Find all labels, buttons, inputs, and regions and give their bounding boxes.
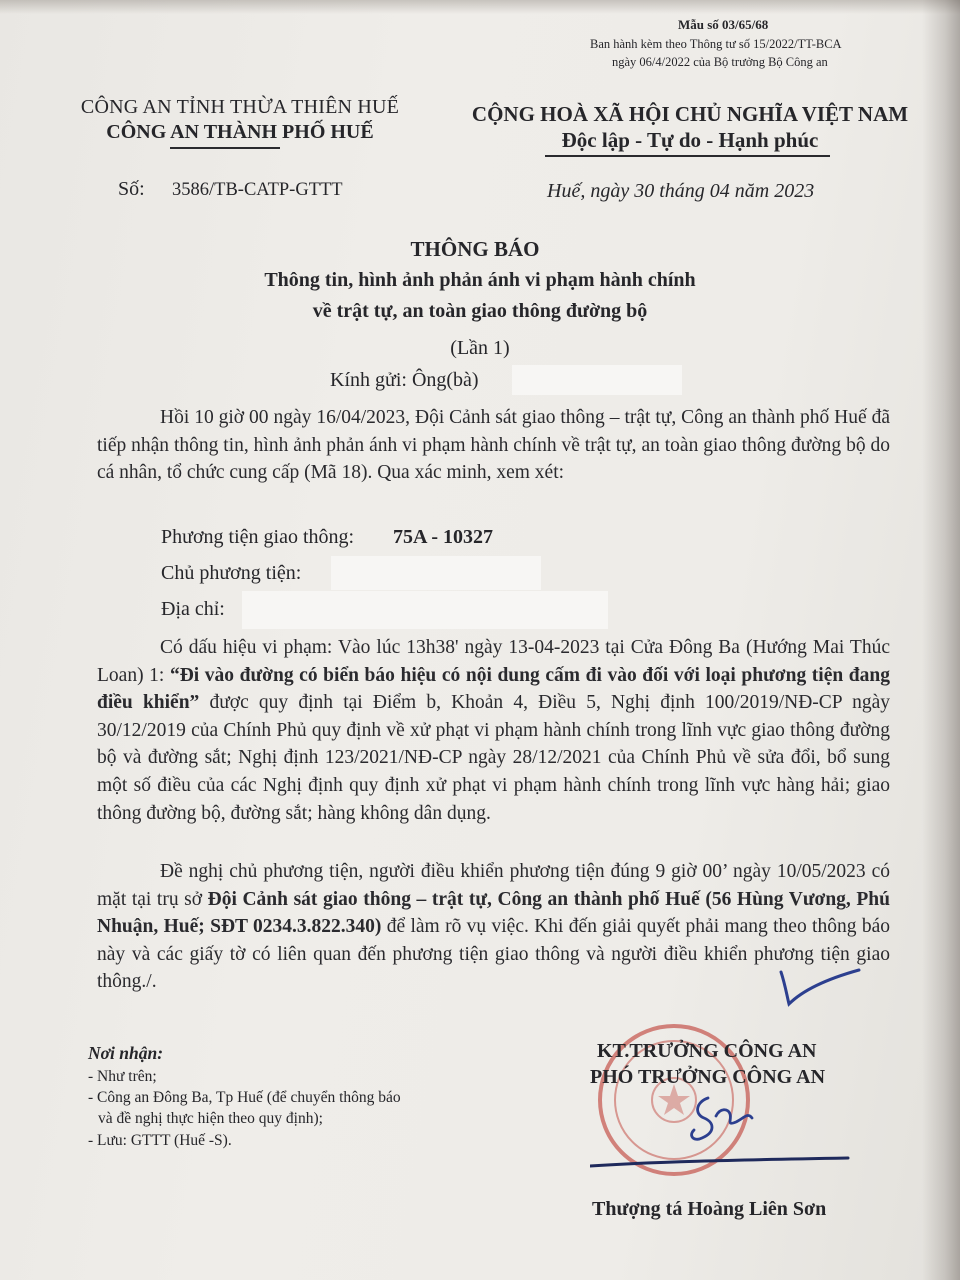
- nation-name: CỘNG HOÀ XÃ HỘI CHỦ NGHĨA VIỆT NAM: [471, 102, 909, 126]
- violation-paragraph: [97, 634, 890, 827]
- recipient-item-2: - Công an Đông Ba, Tp Huế (để chuyển thông báo: [88, 1089, 401, 1106]
- violation-text-pre: Có dấu hiệu vi phạm: Vào lúc 13h38' ngày 13-04-2023 tại Cửa Đông Ba (Hướng Mai Thúc Loan) 1:: [97, 637, 890, 686]
- request-paragraph: [97, 858, 890, 996]
- doc-number-label: Số:: [118, 178, 145, 200]
- request-text-pre: Đề nghị chủ phương tiện, người điều khiển phương tiện đúng 9 giờ 00’ ngày 10/05/2023 có mặt tại trụ sở: [97, 861, 890, 910]
- form-issued-line2: ngày 06/4/2022 của Bộ trưởng Bộ Công an: [612, 55, 828, 69]
- place-date: Huế, ngày 30 tháng 04 năm 2023: [547, 180, 815, 202]
- recipient-item-4: - Lưu: GTTT (Huế -S).: [88, 1132, 232, 1149]
- doc-number: 3586/TB-CATP-GTTT: [172, 180, 343, 200]
- form-issued-line1: Ban hành kèm theo Thông tư số 15/2022/TT-BCA: [590, 37, 842, 51]
- request-text-bold: Đội Cảnh sát giao thông – trật tự, Công an thành phố Huế (56 Hùng Vương, Phú Nhuận, Huế; SĐT 0234.3.822.340): [97, 888, 890, 938]
- address-label: Địa chỉ:: [161, 598, 225, 620]
- pen-checkmark: [775, 962, 865, 1022]
- violation-text-post: được quy định tại Điểm b, Khoản 4, Điều 5, Nghị định 100/2019/NĐ-CP ngày 30/12/2019 của Chính Phủ quy định về xử phạt vi phạm hành chính trong lĩnh vực giao thông đường bộ và đường sắt; Nghị định 123/2021/NĐ-CP ngày 28/12/2021 của Chính Phủ về sửa đổi, bổ sung một số điều của các Nghị định quy định xử phạt vi phạm hành chính trong lĩnh vực hàng hải; giao thông đường bộ, đường sắt; hàng không dân dụng.: [97, 692, 890, 824]
- agency-name: CÔNG AN THÀNH PHỐ HUẾ: [106, 121, 374, 143]
- recipient-redaction: [512, 365, 682, 395]
- vehicle-plate: 75A - 10327: [393, 526, 493, 548]
- form-number: Mẫu số 03/65/68: [678, 17, 769, 32]
- issue-number: (Lần 1): [450, 337, 510, 359]
- recipient-item-3: và đề nghị thực hiện theo quy định);: [98, 1110, 323, 1127]
- request-text-post: để làm rõ vụ việc. Khi đến giải quyết phải mang theo thông báo này và các giấy tờ có liên quan đến phương tiện giao thông và người điều khiển phương tiện giao thông./.: [97, 916, 890, 993]
- vehicle-label: Phương tiện giao thông:: [161, 526, 355, 548]
- sign-title-1: KT.TRƯỞNG CÔNG AN: [597, 1040, 817, 1062]
- signer-name: Thượng tá Hoàng Liên Sơn: [592, 1198, 827, 1220]
- intro-text: Hồi 10 giờ 00 ngày 16/04/2023, Đội Cảnh sát giao thông – trật tự, Công an thành phố Huế đã tiếp nhận thông tin, hình ảnh phản ánh vi phạm hành chính về trật tự, an toàn giao thông đường bộ do cá nhân, tổ chức cung cấp (Mã 18). Qua xác minh, xem xét:: [97, 407, 890, 484]
- violation-text-bold: “Đi vào đường có biển báo hiệu có nội dung cấm đi vào đối với loại phương tiện đang điều khiển”: [97, 664, 891, 714]
- document-title: THÔNG BÁO: [410, 237, 540, 261]
- document-subtitle-1: Thông tin, hình ảnh phản ánh vi phạm hành chính: [264, 269, 696, 291]
- agency-underline: [170, 147, 280, 149]
- address-redaction: [242, 591, 608, 629]
- handwritten-signature: [590, 1088, 850, 1178]
- intro-paragraph: [97, 404, 890, 487]
- nation-motto: Độc lập - Tự do - Hạnh phúc: [561, 128, 819, 152]
- recipient-label: Kính gửi: Ông(bà): [330, 369, 479, 391]
- recipient-item-1: - Như trên;: [88, 1068, 157, 1085]
- sign-title-2: PHÓ TRƯỞNG CÔNG AN: [590, 1066, 826, 1088]
- owner-redaction: [331, 556, 541, 590]
- owner-label: Chủ phương tiện:: [161, 562, 302, 584]
- recipients-title: Nơi nhận:: [88, 1043, 164, 1063]
- motto-underline: [545, 155, 830, 157]
- document-subtitle-2: về trật tự, an toàn giao thông đường bộ: [312, 300, 648, 322]
- agency-parent: CÔNG AN TỈNH THỪA THIÊN HUẾ: [80, 96, 400, 118]
